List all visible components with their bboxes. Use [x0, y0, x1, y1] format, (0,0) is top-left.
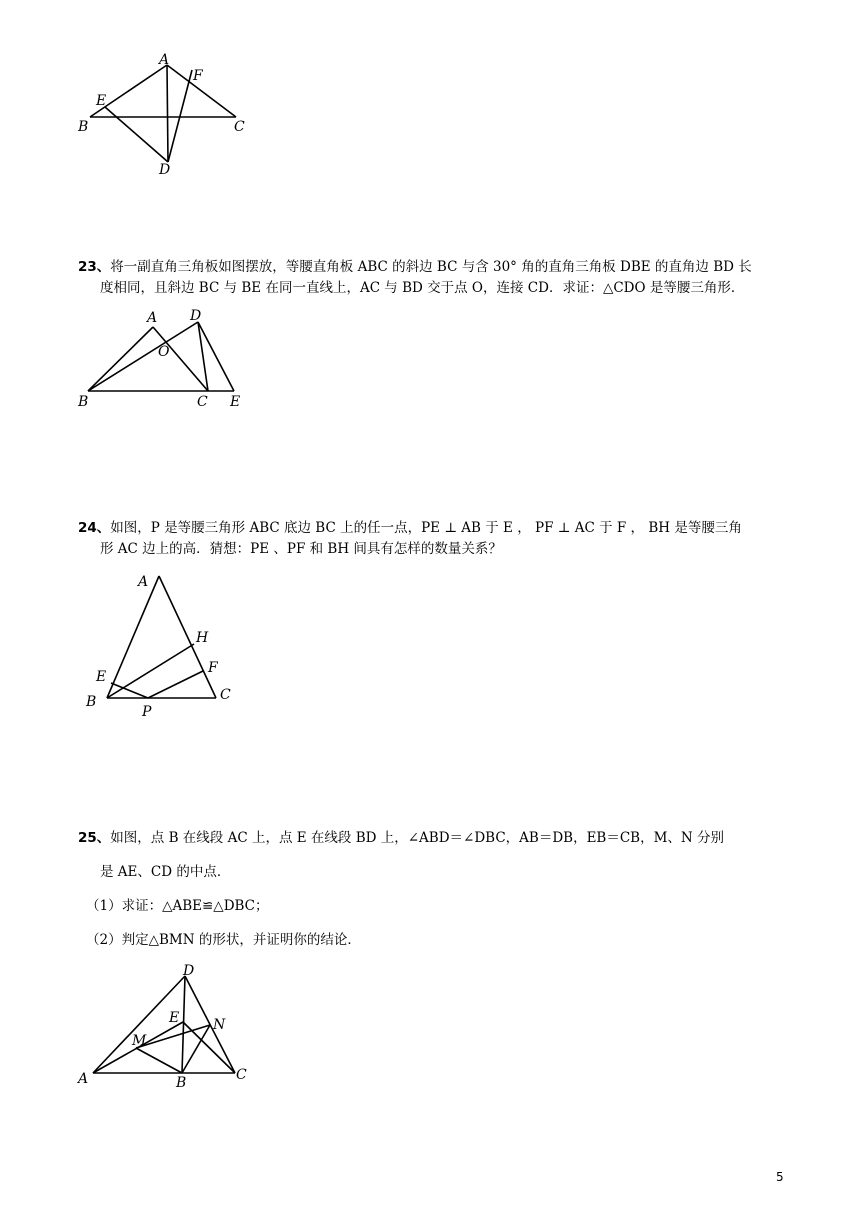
- label-C: C: [220, 687, 231, 703]
- question-23-line1: 23、将一副直角三角板如图摆放，等腰直角板 ABC 的斜边 BC 与含 30° 角的直角三角板 DBE 的直角边 BD 长: [78, 259, 752, 275]
- question-24: [78, 518, 798, 560]
- segment-BD: [88, 322, 198, 391]
- question-24-line2: 形 AC 边上的高．猜想：PE 、PF 和 BH 间具有怎样的数量关系？: [100, 541, 502, 557]
- question-25: [78, 828, 798, 951]
- page-number: 5: [776, 1170, 784, 1184]
- segment-BA: [88, 327, 153, 391]
- label-D: D: [190, 308, 202, 324]
- figure-22-diagram: [70, 50, 270, 185]
- label-C: C: [236, 1067, 247, 1083]
- label-O: O: [158, 344, 170, 360]
- label-F: F: [208, 660, 218, 676]
- figure-25: [70, 960, 270, 1095]
- label-H: H: [196, 630, 209, 646]
- label-E: E: [169, 1010, 180, 1026]
- label-N: N: [213, 1017, 226, 1033]
- figure-23-diagram: [70, 305, 270, 410]
- question-25-line1: 25、如图，点 B 在线段 AC 上，点 E 在线段 BD 上，∠ABD＝∠DBC，AB＝DB，EB＝CB，M、N 分别: [78, 830, 725, 846]
- label-A: A: [147, 310, 158, 326]
- segment-AB: [90, 65, 167, 117]
- label-C: C: [197, 394, 208, 410]
- segment-PE: [111, 683, 148, 698]
- question-23-line2: 度相同，且斜边 BC 与 BE 在同一直线上，AC 与 BD 交于点 O，连接 CD．求证：△CDO 是等腰三角形．: [100, 280, 745, 296]
- figure-24: [80, 568, 250, 718]
- figure-24-diagram: [80, 568, 250, 718]
- label-C: C: [234, 119, 245, 135]
- question-24-line1: 24、如图，P 是等腰三角形 ABC 底边 BC 上的任一点，PE ⊥ AB 于 E ， PF ⊥ AC 于 F ， BH 是等腰三角: [78, 520, 742, 536]
- question-25-part2: （2）判定△BMN 的形状，并证明你的结论．: [86, 932, 361, 948]
- segment-BH: [107, 644, 194, 698]
- question-24-number: 24、: [78, 520, 111, 536]
- label-P: P: [142, 704, 152, 720]
- figure-25-diagram: [70, 960, 270, 1095]
- figure-22: [70, 50, 270, 185]
- question-25-number: 25、: [78, 830, 111, 846]
- label-B: B: [78, 394, 89, 410]
- label-B: B: [86, 694, 97, 710]
- segment-EC: [183, 1022, 235, 1073]
- label-D: D: [159, 162, 171, 178]
- question-23: [78, 257, 798, 299]
- label-B: B: [176, 1075, 187, 1091]
- segment-ED: [105, 107, 168, 162]
- segment-DC: [185, 976, 235, 1073]
- label-A: A: [138, 574, 149, 590]
- segment-AB: [107, 576, 159, 698]
- label-A: A: [159, 52, 170, 68]
- label-B: B: [78, 119, 89, 135]
- figure-23: [70, 305, 270, 410]
- segment-DF: [168, 70, 192, 162]
- label-M: M: [132, 1033, 147, 1049]
- label-F: F: [193, 68, 203, 84]
- question-23-number: 23、: [78, 259, 111, 275]
- label-E: E: [96, 93, 107, 109]
- segment-PF: [148, 671, 203, 698]
- label-E: E: [230, 394, 241, 410]
- segment-AD: [167, 65, 168, 162]
- segment-MB: [136, 1048, 182, 1073]
- label-A: A: [78, 1071, 89, 1087]
- question-25-part1: （1）求证：△ABE≌△DBC；: [86, 898, 269, 914]
- label-E: E: [96, 669, 107, 685]
- question-25-line2: 是 AE、CD 的中点．: [100, 864, 231, 880]
- label-D: D: [183, 963, 195, 979]
